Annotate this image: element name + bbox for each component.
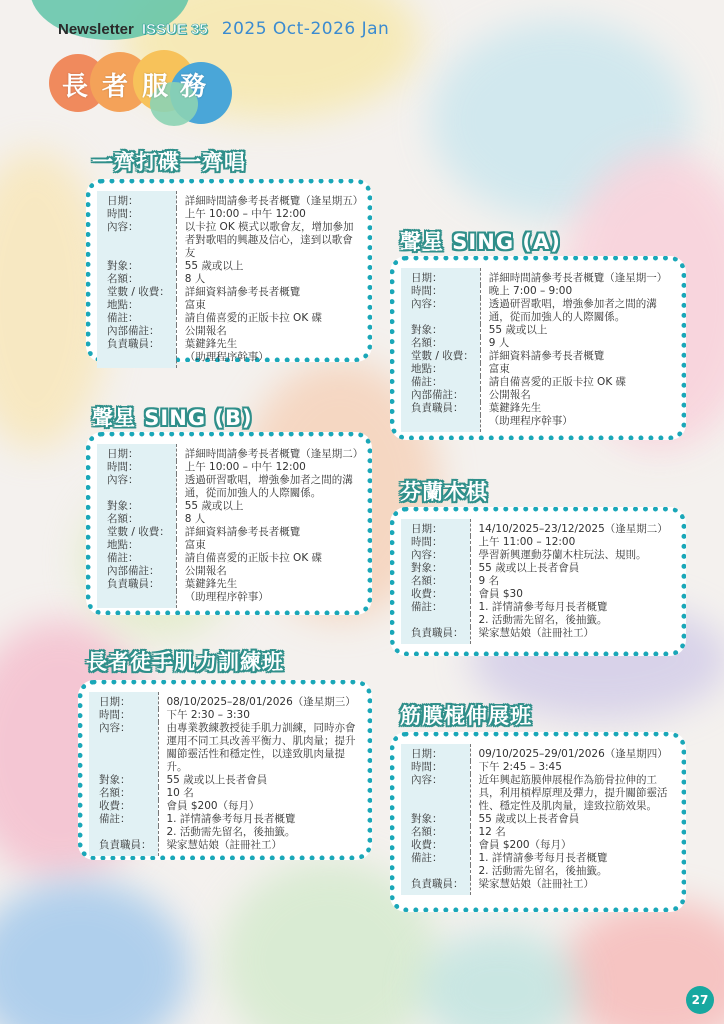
section-title: 聲星 SING (A) [400,230,561,254]
detail-label: 名額： [97,273,176,286]
detail-label: 備註： [97,552,176,565]
detail-value: 梁家慧姑娘（註冊社工） [166,839,282,851]
detail-label: 堂數 / 收費： [97,286,176,299]
activity-details [97,191,364,368]
detail-value: 詳細資料請參考長者概覽 [184,526,301,538]
detail-row [89,800,359,813]
detail-row [401,268,673,285]
section-title: 筋膜棍伸展班 [400,704,532,728]
detail-row [97,191,359,208]
detail-value: 上午 10:00 – 中午 12:00 [184,208,306,220]
detail-label: 名額： [401,826,470,839]
detail-label: 時間： [89,709,158,722]
activity-card [86,432,372,615]
detail-label: 地點： [401,363,480,376]
detail-value: 會員 $200（每月） [166,800,260,812]
detail-row [89,709,359,722]
detail-row [401,549,668,562]
detail-row [97,351,359,368]
detail-value: （助理程序幹事） [184,591,269,603]
detail-row [97,591,359,608]
detail-label: 內部備註： [401,389,480,402]
detail-label: 名額： [401,575,470,588]
detail-value: 12 名 [478,826,506,838]
detail-row [97,526,359,539]
detail-row [401,601,668,614]
detail-label: 日期： [97,444,176,461]
detail-row [97,500,359,513]
detail-label: 內容： [401,298,480,324]
detail-row [97,325,359,338]
detail-value: 公開報名 [184,565,227,577]
detail-value: 2. 活動需先留名，後抽籤。 [478,865,608,877]
detail-label: 日期： [97,191,176,208]
detail-value: 詳細資料請參考長者概覽 [184,286,301,298]
detail-value: 近年興起筋膜伸展棍作為筋骨拉伸的工具，利用槓桿原理及彈力，提升關節靈活性、穩定性及肌肉量，達致拉筋效果。 [478,774,668,812]
detail-label: 對象： [97,500,176,513]
detail-label: 負責職員： [97,578,176,591]
detail-value: 14/10/2025–23/12/2025（逢星期二） [478,523,668,535]
detail-row [401,285,673,298]
detail-row [401,826,673,839]
detail-value: 10 名 [166,787,194,799]
page-title-char: 長 [62,72,89,102]
detail-value: 梁家慧姑娘（註冊社工） [478,878,594,890]
newsletter-header [58,19,389,39]
detail-value: 詳細時間請參考長者概覽（逢星期五） [184,195,364,207]
detail-row [97,260,359,273]
detail-label: 收費： [401,588,470,601]
detail-row [89,774,359,787]
activity-details [401,519,668,644]
detail-value: 上午 11:00 – 12:00 [478,536,576,548]
detail-row [401,324,673,337]
detail-label [401,614,470,627]
detail-value: 上午 10:00 – 中午 12:00 [184,461,306,473]
detail-value: 富東 [488,363,510,375]
detail-value: 09/10/2025–29/01/2026（逢星期四） [478,748,668,760]
detail-value: 以卡拉 OK 模式以歌會友，增加參加者對歌唱的興趣及信心，達到以歌會友 [184,221,354,259]
detail-label [89,826,158,839]
detail-value: （助理程序幹事） [488,415,573,427]
detail-value: 2. 活動需先留名，後抽籤。 [478,614,608,626]
detail-value: 1. 詳情請參考每月長者概覽 [478,601,608,613]
detail-label [97,591,176,608]
detail-label: 時間： [401,285,480,298]
detail-label: 內部備註： [97,325,176,338]
detail-row [401,298,673,324]
issue-period: 2025 Oct-2026 Jan [221,19,390,39]
detail-value: 請自備喜愛的正版卡拉 OK 碟 [184,552,323,564]
detail-row [97,474,359,500]
detail-label: 負責職員： [89,839,158,856]
detail-value: 8 人 [184,513,206,525]
detail-label: 內容： [89,722,158,774]
detail-value: 葉鍵鋒先生 [184,338,238,350]
detail-label: 內容： [97,474,176,500]
detail-row [89,787,359,800]
detail-label: 地點： [97,299,176,312]
detail-value: 2. 活動需先留名，後抽籤。 [166,826,296,838]
detail-row [97,286,359,299]
detail-label: 對象： [97,260,176,273]
detail-row [401,839,673,852]
detail-label: 備註： [401,376,480,389]
detail-row [401,761,673,774]
detail-label: 對象： [89,774,158,787]
detail-value: 請自備喜愛的正版卡拉 OK 碟 [184,312,323,324]
detail-row [97,565,359,578]
detail-row [401,519,668,536]
detail-label: 日期： [89,692,158,709]
detail-label: 名額： [89,787,158,800]
detail-row [89,813,359,826]
detail-label: 內容： [401,774,470,813]
activity-details [401,268,673,432]
detail-row [97,552,359,565]
detail-row [97,273,359,286]
section-title: 一齊打碟一齊唱 [92,150,246,174]
detail-label: 收費： [89,800,158,813]
newsletter-label: Newsletter [58,21,134,38]
activity-card [390,732,686,912]
detail-value: 晚上 7:00 – 9:00 [488,285,573,297]
detail-value: 08/10/2025–28/01/2026（逢星期三） [166,696,356,708]
activity-details [97,444,364,608]
detail-value: 公開報名 [184,325,227,337]
detail-row [97,444,359,461]
detail-label [401,415,480,432]
detail-row [89,826,359,839]
detail-value: 下午 2:45 – 3:45 [478,761,562,773]
detail-value: 富東 [184,299,206,311]
detail-label: 備註： [401,852,470,865]
detail-label: 備註： [401,601,470,614]
detail-value: （助理程序幹事） [184,351,269,363]
page-number: 27 [686,986,714,1014]
detail-value: 1. 詳情請參考每月長者概覽 [166,813,296,825]
detail-row [401,878,673,895]
detail-value: 葉鍵鋒先生 [488,402,542,414]
detail-row [89,839,359,856]
detail-value: 9 人 [488,337,510,349]
detail-row [97,338,359,351]
detail-row [401,852,673,865]
detail-row [401,813,673,826]
detail-row [401,865,673,878]
detail-value: 由專業教練教授徒手肌力訓練，同時亦會運用不同工具改善平衡力、肌肉量；提升關節靈活性和穩定性，以達致肌肉量提升。 [166,722,356,773]
detail-row [401,415,673,432]
detail-value: 詳細資料請參考長者概覽 [488,350,605,362]
detail-label: 內容： [401,549,470,562]
section-title: 長者徒手肌力訓練班 [86,650,284,674]
detail-row [89,692,359,709]
detail-label: 負責職員： [97,338,176,351]
detail-row [401,389,673,402]
detail-row [89,722,359,774]
detail-row [97,312,359,325]
detail-label: 備註： [97,312,176,325]
detail-row [401,588,668,601]
detail-row [401,402,673,415]
detail-row [401,376,673,389]
page-title-char: 者 [102,72,129,102]
detail-row [401,337,673,350]
detail-value: 學習新興運動芬蘭木柱玩法、規則。 [478,549,647,561]
detail-value: 下午 2:30 – 3:30 [166,709,250,721]
detail-row [401,774,673,813]
detail-label: 收費： [401,839,470,852]
issue-label: ISSUE 35 [141,21,208,38]
detail-label: 對象： [401,562,470,575]
detail-value: 會員 $200（每月） [478,839,572,851]
detail-label: 日期： [401,744,470,761]
detail-row [97,299,359,312]
detail-value: 詳細時間請參考長者概覽（逢星期一） [488,272,668,284]
detail-value: 9 名 [478,575,500,587]
activity-details [401,744,673,895]
detail-label: 內容： [97,221,176,260]
detail-label [97,351,176,368]
section-title: 聲星 SING (B) [92,406,253,430]
detail-label: 內部備註： [97,565,176,578]
detail-row [97,539,359,552]
detail-value: 富東 [184,539,206,551]
detail-row [97,513,359,526]
detail-label: 時間： [401,536,470,549]
detail-row [401,350,673,363]
detail-label: 對象： [401,813,470,826]
detail-label: 備註： [89,813,158,826]
page-title-char: 務 [180,72,207,102]
detail-value: 梁家慧姑娘（註冊社工） [478,627,594,639]
detail-row [401,575,668,588]
detail-label: 負責職員： [401,627,470,644]
detail-value: 透過研習歌唱，增強參加者之間的溝通，從而加強人的人際關係。 [488,298,657,323]
detail-value: 55 歲或以上 [184,260,244,272]
detail-label: 地點： [97,539,176,552]
detail-value: 55 歲或以上 [184,500,244,512]
detail-value: 55 歲或以上長者會員 [478,813,580,825]
detail-row [401,562,668,575]
detail-value: 55 歲或以上長者會員 [478,562,580,574]
detail-row [401,627,668,644]
detail-label: 名額： [97,513,176,526]
detail-label: 日期： [401,519,470,536]
page-title-char: 服 [142,72,169,102]
detail-value: 會員 $30 [478,588,523,600]
activity-card [86,179,372,362]
detail-row [97,461,359,474]
detail-label: 時間： [401,761,470,774]
detail-value: 葉鍵鋒先生 [184,578,238,590]
detail-label [401,865,470,878]
detail-row [401,744,673,761]
detail-label: 名額： [401,337,480,350]
detail-label: 日期： [401,268,480,285]
detail-label: 時間： [97,461,176,474]
detail-value: 透過研習歌唱，增強參加者之間的溝通，從而加強人的人際關係。 [184,474,353,499]
detail-label: 負責職員： [401,878,470,895]
detail-value: 1. 詳情請參考每月長者概覽 [478,852,608,864]
detail-row [401,536,668,549]
detail-row [97,578,359,591]
detail-value: 請自備喜愛的正版卡拉 OK 碟 [488,376,627,388]
detail-label: 時間： [97,208,176,221]
activity-card [78,680,372,860]
detail-row [97,208,359,221]
activity-card [390,507,686,656]
detail-label: 堂數 / 收費： [97,526,176,539]
detail-value: 55 歲或以上 [488,324,548,336]
activity-details [89,692,359,856]
detail-value: 詳細時間請參考長者概覽（逢星期二） [184,448,364,460]
section-title: 芬蘭木棋 [400,480,488,504]
detail-label: 堂數 / 收費： [401,350,480,363]
detail-row [401,614,668,627]
detail-label: 負責職員： [401,402,480,415]
detail-row [97,221,359,260]
detail-value: 55 歲或以上長者會員 [166,774,268,786]
detail-label: 對象： [401,324,480,337]
detail-row [401,363,673,376]
detail-value: 公開報名 [488,389,531,401]
activity-card [390,256,686,440]
detail-value: 8 人 [184,273,206,285]
